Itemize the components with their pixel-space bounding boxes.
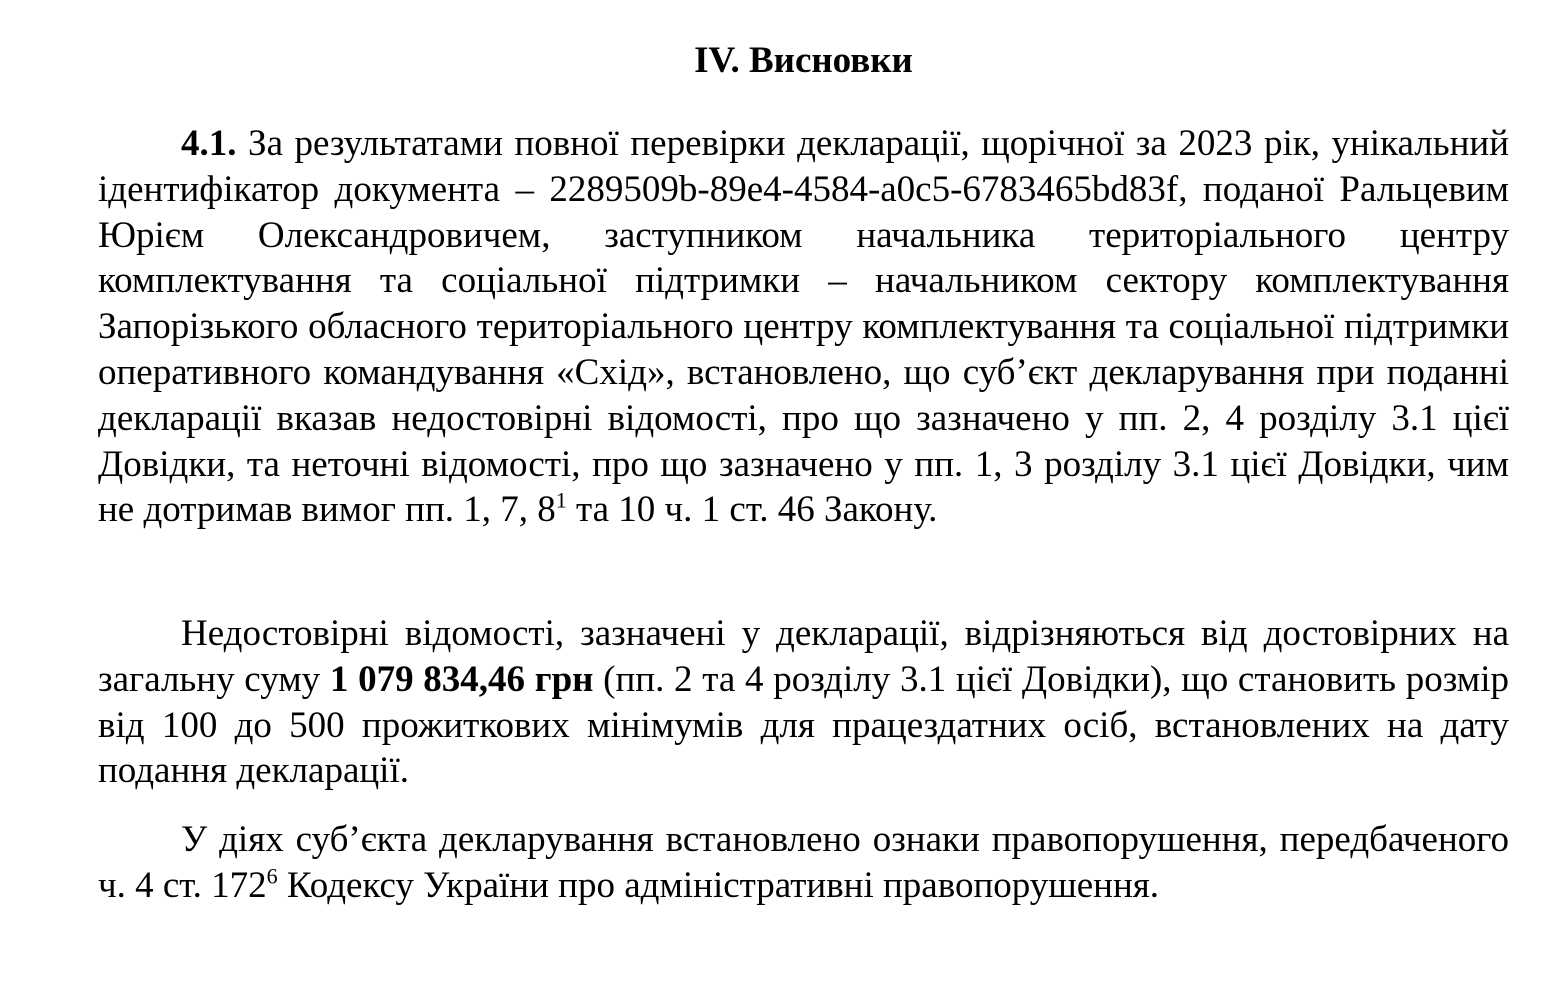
total-amount: 1 079 834,46 грн <box>329 658 594 700</box>
paragraph-text-end: Кодексу України про адміністративні правопорушення. <box>277 864 1160 906</box>
paragraph-4-1-text-end: та 10 ч. 1 ст. 46 Закону. <box>566 489 938 531</box>
paragraph-text: У діях суб’єкта декларування встановлено ознаки правопорушення, передбаченого ч. 4 ст. 172 <box>98 819 1509 906</box>
superscript: 6 <box>266 863 278 889</box>
paragraph-unreliable-info <box>98 611 1509 794</box>
superscript: 1 <box>555 488 567 514</box>
paragraph-number: 4.1. <box>181 123 237 164</box>
section-title: IV. Висновки <box>694 40 913 81</box>
paragraph-4-1-text: За результатами повної перевірки декларації, щорічної за 2023 рік, унікальний ідентифікатор документа – 2289509b-89e4-4584-a0c5-6783465bd83f, поданої Ральцевим Юрієм Олександровичем, заступником начальника територіального центру комплектування та соціальної підтримки – начальником сектору комплектування Запорізького обласного територіального центру комплектування та соціальної підтримки оперативного командування «Схід», встановлено, що суб’єкт декларування при поданні декларації вказав недостовірні відомості, про що зазначено у пп. 2, 4 розділу 3.1 цієї Довідки, та неточні відомості, про що зазначено у пп. 1, 3 розділу 3.1 цієї Довідки, чим не дотримав вимог пп. 1, 7, 8 <box>98 123 1509 531</box>
paragraph-text: Недостовірні відомості, зазначені у декларації, відрізняються від достовірних на загальну суму <box>98 613 1509 700</box>
paragraph-text-end: (пп. 2 та 4 розділу 3.1 цієї Довідки), що становить розмір від 100 до 500 прожиткових мінімумів для працездатних осіб, встановлених на дату подання декларації. <box>98 658 1509 792</box>
paragraph-4-1 <box>98 121 1509 533</box>
paragraph-offense <box>98 817 1509 909</box>
